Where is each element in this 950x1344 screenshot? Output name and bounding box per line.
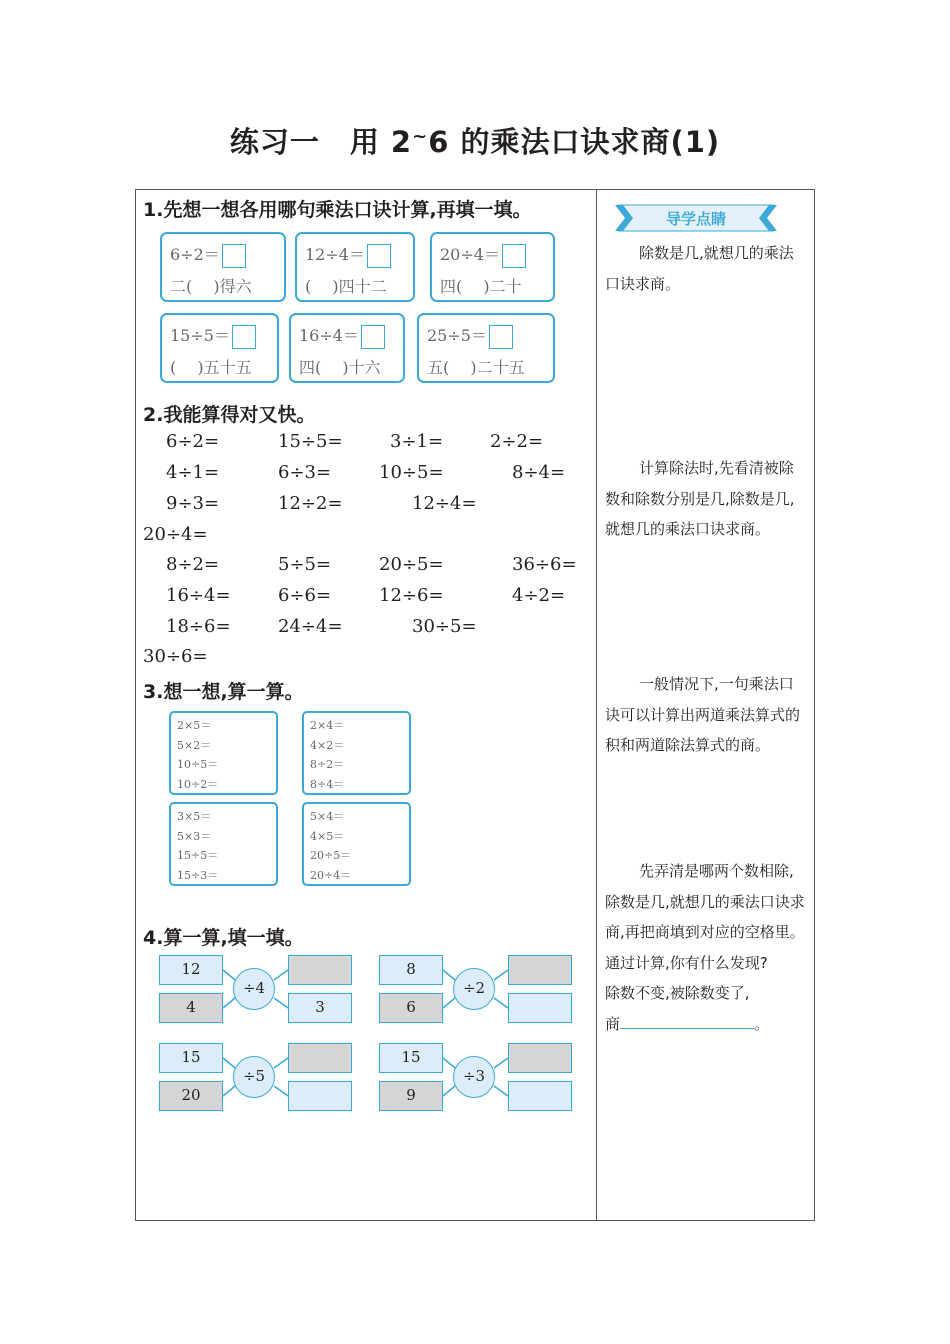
quotient-cell[interactable] <box>288 955 352 985</box>
q1-box: 15÷5＝ ( )五十五 <box>160 313 279 383</box>
calc-item: 12÷6= <box>379 585 444 606</box>
calc-item: 6÷2= <box>166 431 220 452</box>
guide-tip: 先弄清是哪两个数相除,除数是几,就想几的乘法口诀求商,再把商填到对应的空格里。通过计算,你有什么发现? 除数不变,被除数变了, 商 。 <box>605 862 805 1033</box>
calc-item: 10÷5= <box>379 462 444 483</box>
q1-box: 25÷5＝ 五( )二十五 <box>417 313 555 383</box>
dividend-cell: 9 <box>379 1081 443 1111</box>
q1-heading: 1.先想一想各用哪句乘法口诀计算,再填一填。 <box>143 199 532 221</box>
q3-heading: 3.想一想,算一算。 <box>143 681 304 703</box>
guide-tip: 一般情况下,一句乘法口诀可以计算出两道乘法算式的积和两道除法算式的商。 <box>605 675 801 754</box>
calc-item: 20÷5= <box>379 554 444 575</box>
dividend-cell: 20 <box>159 1081 223 1111</box>
calc-item: 9÷3= <box>166 493 220 514</box>
answer-line[interactable] <box>620 1010 754 1029</box>
q1-box: 20÷4＝ 四( )二十 <box>430 232 555 302</box>
dividend-cell: 6 <box>379 993 443 1023</box>
calc-item: 8÷4= <box>512 462 566 483</box>
calc-item: 20÷4= <box>143 524 208 545</box>
quotient-cell[interactable] <box>508 993 572 1023</box>
guide-tip: 除数是几,就想几的乘法口诀求商。 <box>605 244 794 293</box>
guide-banner: 导学点睛 <box>615 203 777 233</box>
quotient-cell: 3 <box>288 993 352 1023</box>
operator-circle: ÷2 <box>453 968 495 1010</box>
q3-box: 5×4＝ 4×5＝ 20÷5＝ 20÷4＝ <box>302 802 411 886</box>
operator-circle: ÷4 <box>233 968 275 1010</box>
calc-item: 15÷5= <box>278 431 343 452</box>
q2-heading: 2.我能算得对又快。 <box>143 404 316 426</box>
calc-item: 8÷2= <box>166 554 220 575</box>
calc-item: 2÷2= <box>490 431 544 452</box>
calc-item: 30÷5= <box>412 616 477 637</box>
calc-item: 5÷5= <box>278 554 332 575</box>
calc-item: 12÷2= <box>278 493 343 514</box>
q3-box: 3×5＝ 5×3＝ 15÷5＝ 15÷3＝ <box>169 802 278 886</box>
q1-box: 16÷4＝ 四( )十六 <box>289 313 405 383</box>
calc-item: 3÷1= <box>390 431 444 452</box>
quotient-cell[interactable] <box>288 1081 352 1111</box>
page-title: 练习一 用 2~6 的乘法口诀求商(1) <box>229 125 721 159</box>
calc-item: 6÷6= <box>278 585 332 606</box>
q1-box: 12÷4＝ ( )四十二 <box>295 232 415 302</box>
dividend-cell: 15 <box>159 1043 223 1073</box>
q4-heading: 4.算一算,填一填。 <box>143 927 304 949</box>
quotient-cell[interactable] <box>508 1043 572 1073</box>
calc-item: 4÷1= <box>166 462 220 483</box>
calc-item: 16÷4= <box>166 585 231 606</box>
quotient-cell[interactable] <box>288 1043 352 1073</box>
calc-item: 4÷2= <box>512 585 566 606</box>
calc-item: 6÷3= <box>278 462 332 483</box>
quotient-cell[interactable] <box>508 955 572 985</box>
quotient-cell[interactable] <box>508 1081 572 1111</box>
dividend-cell: 12 <box>159 955 223 985</box>
dividend-cell: 8 <box>379 955 443 985</box>
dividend-cell: 4 <box>159 993 223 1023</box>
q1-box: 6÷2＝ 二( )得六 <box>160 232 286 302</box>
calc-item: 36÷6= <box>512 554 577 575</box>
calc-item: 24÷4= <box>278 616 343 637</box>
operator-circle: ÷3 <box>453 1056 495 1098</box>
calc-item: 12÷4= <box>412 493 477 514</box>
calc-item: 18÷6= <box>166 616 231 637</box>
q3-box: 2×4＝ 4×2＝ 8÷2＝ 8÷4＝ <box>302 711 411 795</box>
dividend-cell: 15 <box>379 1043 443 1073</box>
q3-box: 2×5＝ 5×2＝ 10÷5＝ 10÷2＝ <box>169 711 278 795</box>
calc-item: 30÷6= <box>143 646 208 667</box>
guide-tip: 计算除法时,先看清被除数和除数分别是几,除数是几,就想几的乘法口诀求商。 <box>605 459 795 538</box>
operator-circle: ÷5 <box>233 1056 275 1098</box>
